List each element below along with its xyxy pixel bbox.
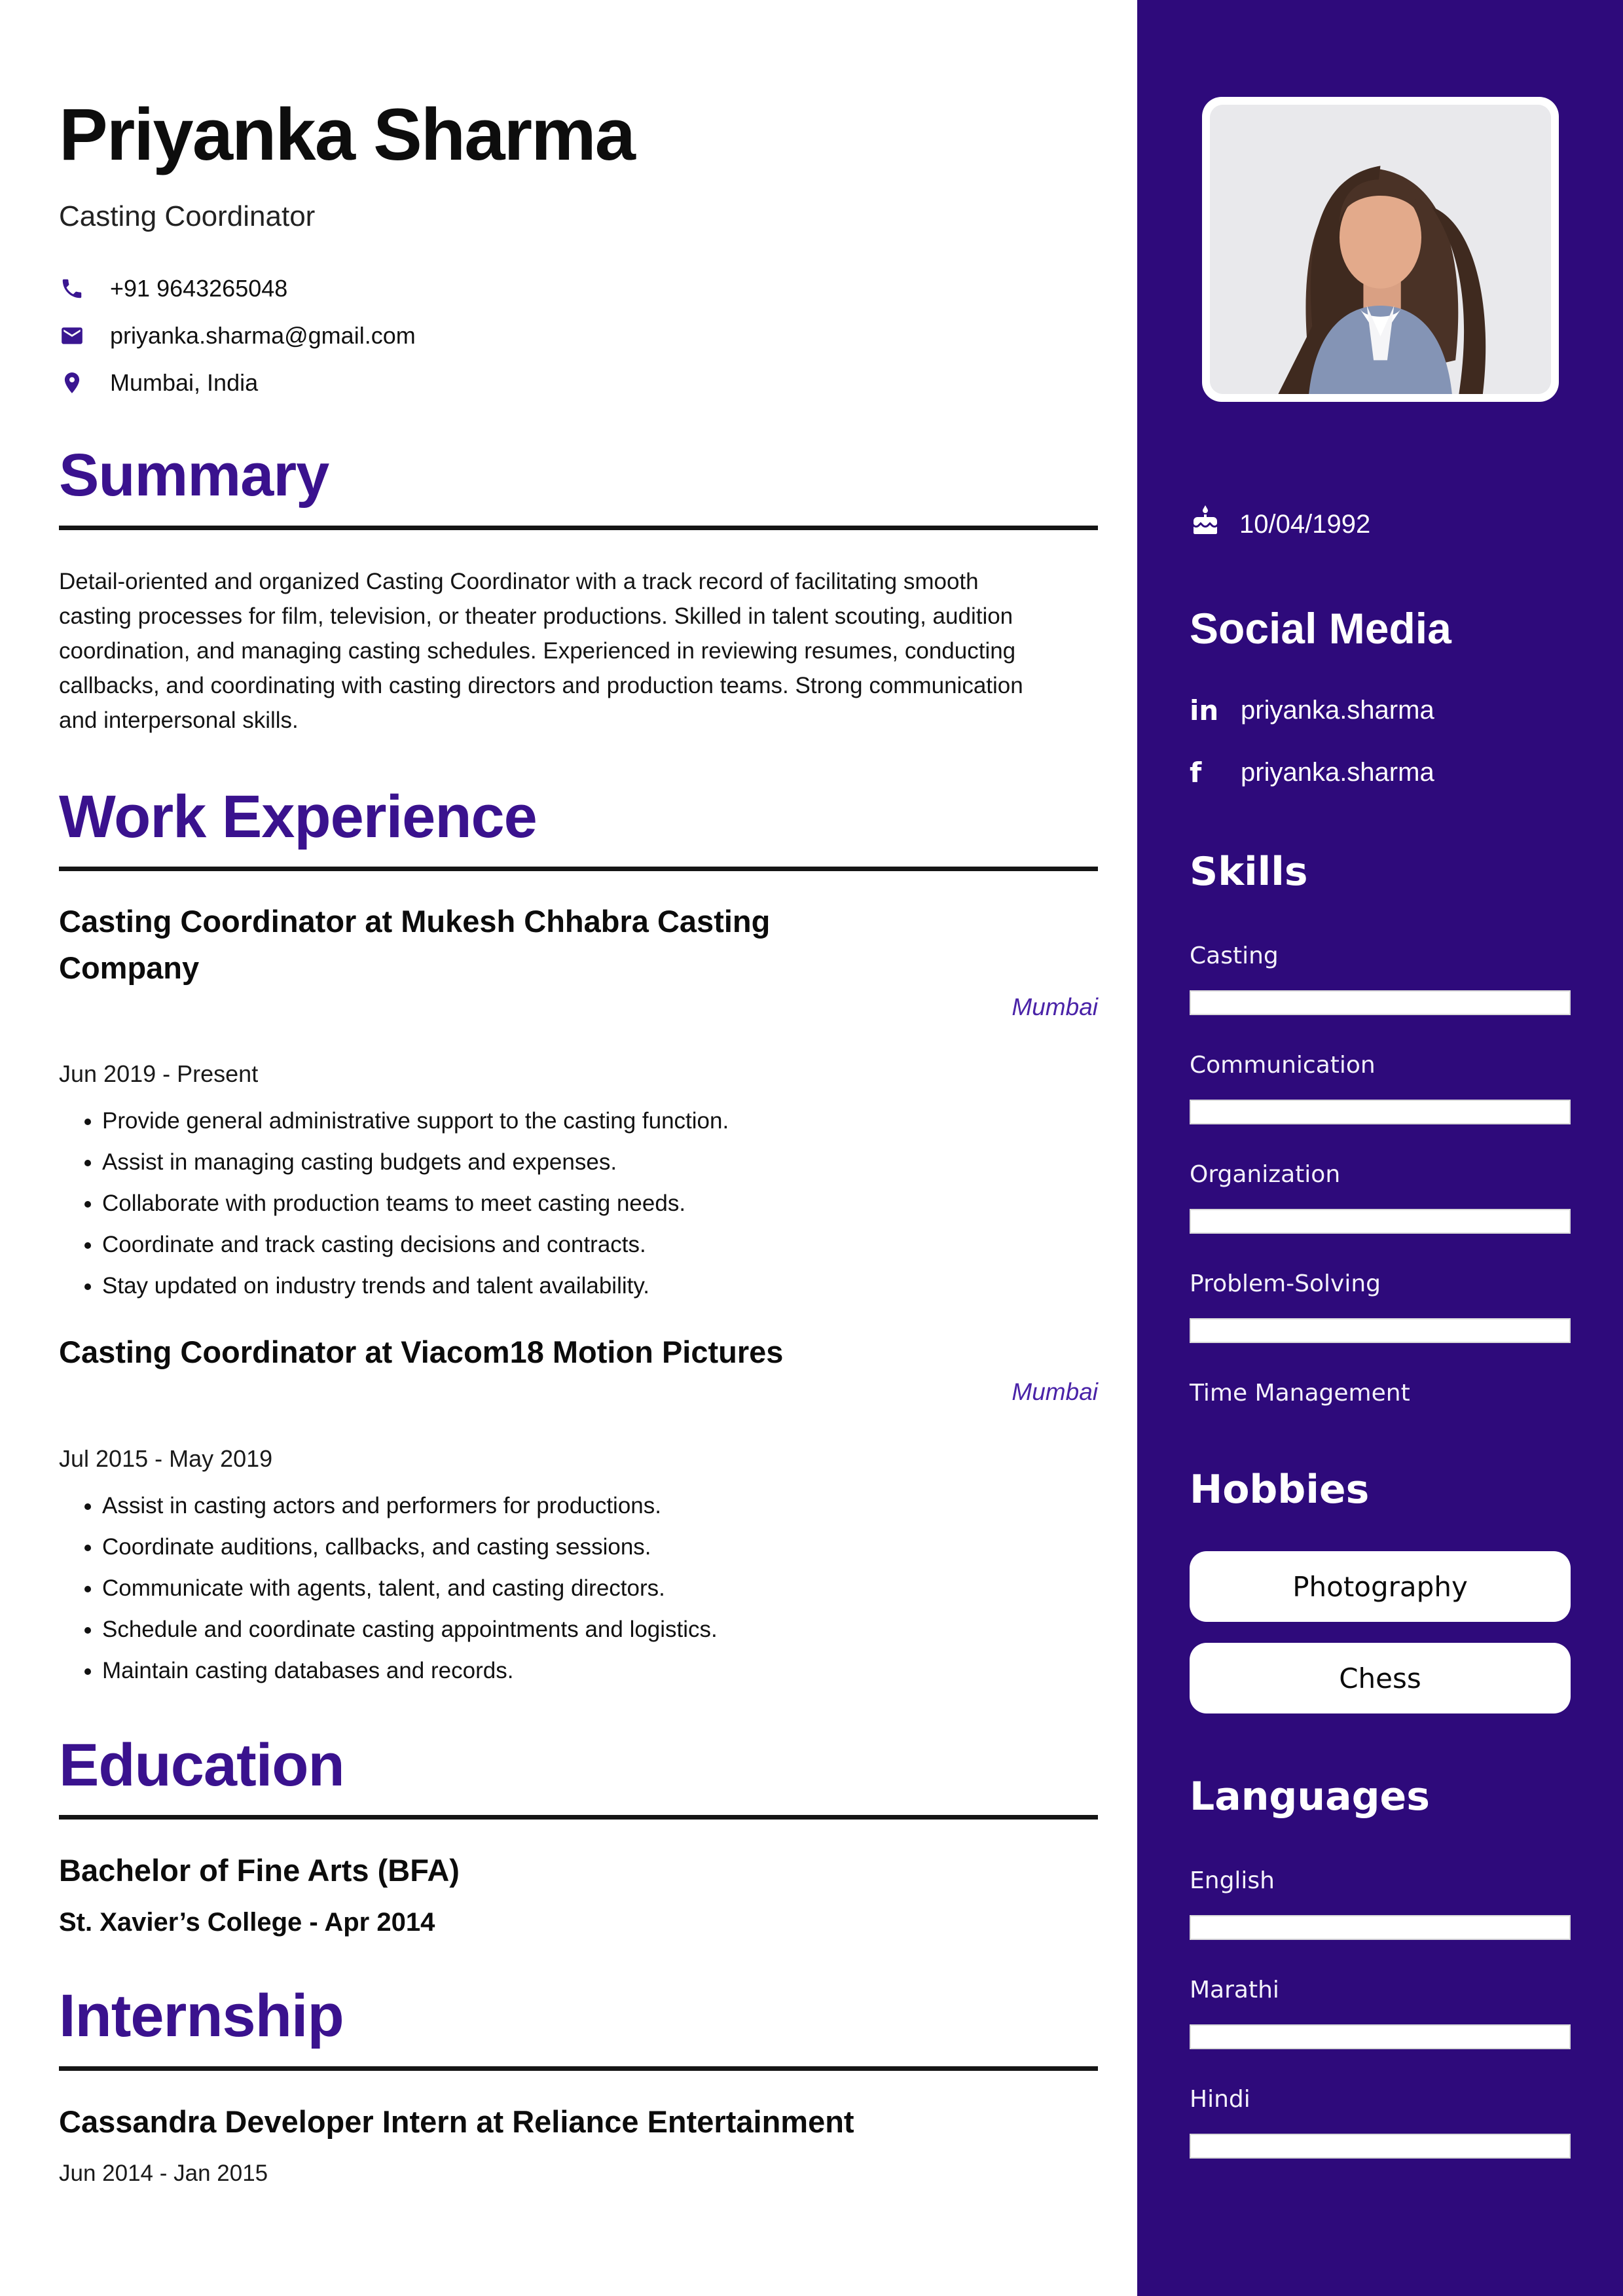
job-bullet-list [59, 1490, 1098, 1687]
skill-bar-fill [1190, 990, 1571, 1015]
job-bullet: • Stay updated on industry trends and talent availability. [102, 1270, 1098, 1302]
job-location: Mumbai [1012, 1378, 1098, 1405]
facebook-icon: f [1190, 757, 1202, 789]
language-name: Hindi [1190, 2086, 1250, 2113]
education-school: St. Xavier’s College - Apr 2014 [59, 1908, 435, 1937]
profile-photo [1210, 105, 1551, 394]
job-title: Casting Coordinator at Viacom18 Motion Pictures [59, 1335, 784, 1370]
linkedin-handle: priyanka.sharma [1241, 696, 1434, 725]
phone-icon [59, 276, 85, 302]
language-item [1190, 1977, 1571, 2049]
linkedin-icon: in [1190, 694, 1219, 727]
job-bullet: • Assist in casting actors and performers for productions. [102, 1490, 1098, 1522]
internship-dates: Jun 2014 - Jan 2015 [59, 2160, 268, 2186]
contact-phone [59, 275, 1098, 302]
summary-heading: Summary [59, 442, 329, 509]
internship-divider [59, 2066, 1098, 2071]
job-bullet: • Schedule and coordinate casting appointments and logistics. [102, 1613, 1098, 1645]
internship-section [59, 1984, 1098, 2187]
person-name: Priyanka Sharma [59, 94, 634, 175]
education-section [59, 1731, 1098, 1938]
social-media-heading: Social Media [1190, 604, 1451, 653]
social-facebook-row [1190, 757, 1571, 789]
skill-item [1190, 1380, 1571, 1407]
skill-name: Casting [1190, 942, 1279, 970]
contact-location [59, 369, 1098, 397]
skill-bar [1190, 1100, 1571, 1124]
languages-heading: Languages [1190, 1774, 1430, 1820]
skill-bar-fill [1190, 1318, 1571, 1343]
mail-icon [59, 323, 85, 349]
language-bar-fill [1190, 2134, 1571, 2159]
job-bullet: • Communicate with agents, talent, and casting directors. [102, 1572, 1098, 1604]
skill-bar [1190, 1209, 1571, 1234]
work-experience-section [59, 785, 1098, 1687]
birthdate-row [1190, 505, 1571, 543]
hobby-pill: Chess [1190, 1643, 1571, 1713]
skill-bar-fill [1190, 1100, 1571, 1124]
language-bar-fill [1190, 1915, 1571, 1940]
job-dates: Jun 2019 - Present [59, 1060, 259, 1088]
job-location: Mumbai [1012, 994, 1098, 1021]
job-dates: Jul 2015 - May 2019 [59, 1444, 273, 1472]
contact-phone-value: +91 9643265048 [110, 275, 288, 302]
job-bullet-list [59, 1105, 1098, 1302]
contact-block [59, 275, 1098, 397]
job-bullet: • Provide general administrative support to the casting function. [102, 1105, 1098, 1137]
skill-bar [1190, 1318, 1571, 1343]
summary-section [59, 444, 1098, 738]
hobby-pill: Photography [1190, 1551, 1571, 1622]
skill-name: Problem-Solving [1190, 1270, 1381, 1298]
language-bar [1190, 2134, 1571, 2159]
language-bar-fill [1190, 2024, 1571, 2049]
job-bullet: • Maintain casting databases and records. [102, 1655, 1098, 1687]
skill-name: Time Management [1190, 1380, 1410, 1407]
skill-item [1190, 1270, 1571, 1343]
birthday-cake-icon [1190, 505, 1221, 543]
job-bullet: • Coordinate and track casting decisions and contracts. [102, 1229, 1098, 1261]
work-divider [59, 867, 1098, 871]
language-bar [1190, 1915, 1571, 1940]
skill-name: Organization [1190, 1161, 1341, 1189]
social-linkedin-row [1190, 694, 1571, 726]
summary-text: Detail-oriented and organized Casting Coordinator with a track record of facilitating smooth casting processes for film, television, or theater productions. Skilled in talent scouting, audition coordination, and managing casting schedules. Experienced in reviewing resumes, conducting callbacks, and coordinating with casting directors and production teams. Strong communication and interpersonal skills. [59, 568, 1023, 734]
language-item [1190, 1867, 1571, 1940]
language-name: Marathi [1190, 1977, 1279, 2004]
skill-bar [1190, 990, 1571, 1015]
skill-item [1190, 1052, 1571, 1124]
facebook-handle: priyanka.sharma [1241, 758, 1434, 787]
skill-bar-fill [1190, 1209, 1571, 1234]
skill-item [1190, 1161, 1571, 1234]
job-title: Casting Coordinator at Mukesh Chhabra Casting Company [59, 904, 771, 985]
sidebar [1137, 0, 1623, 2296]
job-bullet: • Coordinate auditions, callbacks, and casting sessions. [102, 1531, 1098, 1563]
contact-email [59, 322, 1098, 350]
language-bar [1190, 2024, 1571, 2049]
job-bullet: • Assist in managing casting budgets and expenses. [102, 1146, 1098, 1178]
job-entry-2 [59, 1329, 1098, 1687]
location-icon [59, 370, 85, 396]
skill-name: Communication [1190, 1052, 1376, 1079]
education-divider [59, 1815, 1098, 1820]
internship-title: Cassandra Developer Intern at Reliance Entertainment [59, 2104, 854, 2139]
work-experience-heading: Work Experience [59, 783, 537, 850]
hobbies-heading: Hobbies [1190, 1467, 1370, 1513]
job-bullet: • Collaborate with production teams to meet casting needs. [102, 1187, 1098, 1219]
profile-photo-frame [1202, 97, 1559, 402]
portrait-illustration [1210, 105, 1551, 394]
skills-heading: Skills [1190, 849, 1308, 895]
person-job-title: Casting Coordinator [59, 200, 316, 232]
contact-email-value: priyanka.sharma@gmail.com [110, 322, 416, 349]
contact-location-value: Mumbai, India [110, 369, 259, 396]
skill-item [1190, 942, 1571, 1015]
education-degree: Bachelor of Fine Arts (BFA) [59, 1853, 460, 1888]
birthdate-value: 10/04/1992 [1239, 509, 1371, 539]
language-name: English [1190, 1867, 1275, 1895]
language-item [1190, 2086, 1571, 2159]
job-entry-1 [59, 899, 1098, 1302]
summary-divider [59, 526, 1098, 530]
internship-heading: Internship [59, 1982, 344, 2050]
education-heading: Education [59, 1731, 344, 1799]
